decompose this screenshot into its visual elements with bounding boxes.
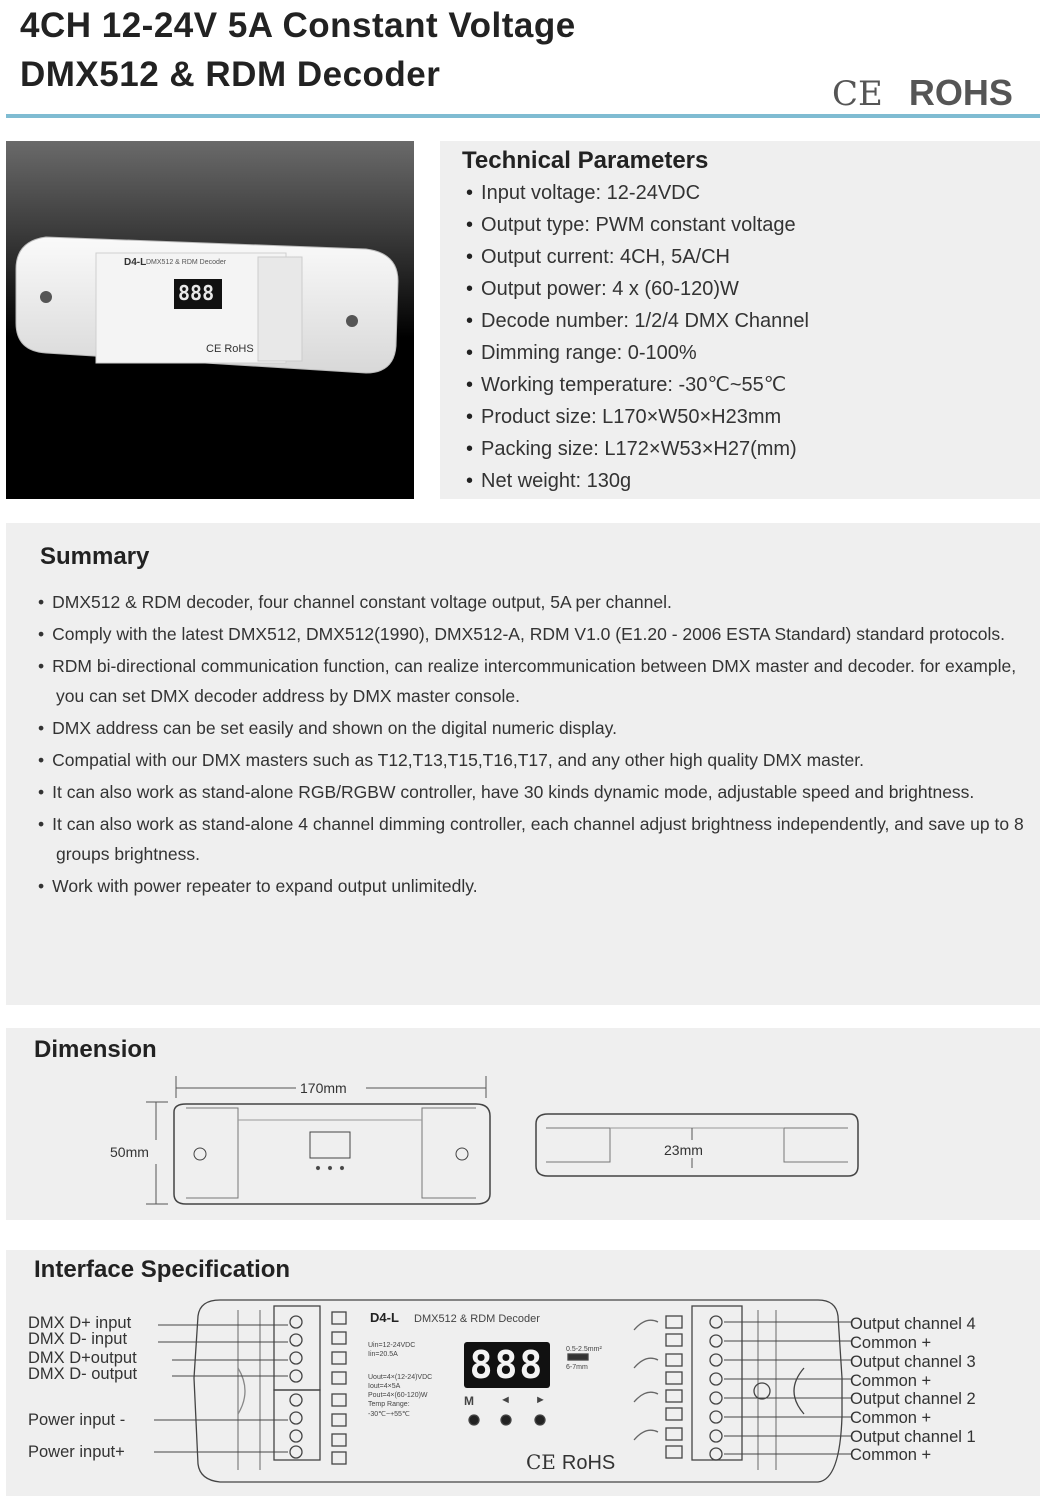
button-label-left: ◄ — [500, 1394, 511, 1406]
list-item: • Input voltage: 12-24VDC — [466, 177, 809, 209]
product-photo — [6, 141, 414, 499]
label-dmx-d-minus-input: DMX D- input — [28, 1330, 128, 1348]
label-output-channel-1: Output channel 1 — [850, 1428, 976, 1446]
spec-line: Temp Range: — [368, 1401, 410, 1408]
list-item: • Output current: 4CH, 5A/CH — [466, 241, 809, 273]
list-item: • Work with power repeater to expand output unlimitedly. — [38, 871, 1028, 901]
ce-mark: CE — [832, 74, 883, 114]
list-item: • DMX512 & RDM decoder, four channel constant voltage output, 5A per channel. — [38, 587, 1028, 617]
button-label-right: ► — [535, 1394, 546, 1406]
button-label-m: M — [464, 1394, 474, 1408]
spec-line: -30℃~+55℃ — [368, 1411, 410, 1418]
list-item: • Working temperature: -30℃~55℃ — [466, 369, 809, 401]
dimension-drawing — [6, 1028, 1040, 1220]
interface-cert — [526, 1450, 615, 1475]
spec-line: Uin=12-24VDC — [368, 1342, 416, 1349]
list-item: • DMX address can be set easily and shown on the digital numeric display. — [38, 713, 1028, 743]
interface-model: D4-L — [370, 1310, 399, 1325]
summary-list — [38, 587, 1028, 903]
label-dmx-d-plus-input: DMX D+ input — [28, 1314, 132, 1332]
list-item: • Packing size: L172×W53×H27(mm) — [466, 433, 809, 465]
list-item: • It can also work as stand-alone RGB/RGBW controller, have 30 kinds dynamic mode, adjustable speed and brightness. — [38, 777, 1028, 807]
label-output-channel-4: Output channel 4 — [850, 1315, 976, 1333]
list-item: • Comply with the latest DMX512, DMX512(1990), DMX512-A, RDM V1.0 (E1.20 - 2006 ESTA Standard) standard protocols. — [38, 619, 1028, 649]
list-item: • Output type: PWM constant voltage — [466, 209, 809, 241]
list-item: • It can also work as stand-alone 4 channel dimming controller, each channel adjust brightness independently, and save up to 8 groups brightness. — [38, 809, 1028, 869]
label-common-plus-1: Common + — [850, 1446, 932, 1464]
page-title-line1: 4CH 12-24V 5A Constant Voltage — [20, 6, 576, 45]
photo-display: 888 — [178, 281, 215, 305]
label-output-channel-2: Output channel 2 — [850, 1390, 976, 1408]
label-power-input-minus: Power input - — [28, 1411, 126, 1429]
spec-line: Iin=20.5A — [368, 1351, 398, 1358]
certification-marks — [832, 72, 1013, 114]
label-output-channel-3: Output channel 3 — [850, 1353, 976, 1371]
list-item: • Dimming range: 0-100% — [466, 337, 809, 369]
label-power-input-plus: Power input+ — [28, 1443, 125, 1461]
photo-ce: CE — [206, 343, 222, 355]
spec-line: Pout=4×(60-120)W — [368, 1392, 428, 1399]
label-common-plus-2: Common + — [850, 1409, 932, 1427]
tech-list — [466, 177, 809, 497]
rohs-mark: RoHS — [561, 1452, 616, 1474]
label-common-plus-3: Common + — [850, 1372, 932, 1390]
technical-parameters-panel — [440, 141, 1040, 499]
interface-product-name: DMX512 & RDM Decoder — [414, 1313, 540, 1325]
label-common-plus-4: Common + — [850, 1334, 932, 1352]
interface-specification-panel — [6, 1250, 1040, 1496]
tech-title: Technical Parameters — [462, 147, 709, 174]
spec-line: Uout=4×(12-24)VDC — [368, 1374, 433, 1381]
photo-cert — [206, 343, 254, 355]
list-item: • Compatial with our DMX masters such as T12,T13,T15,T16,T17, and any other high quality DMX master. — [38, 745, 1028, 775]
header-divider — [6, 114, 1040, 118]
summary-title: Summary — [40, 543, 150, 570]
dimension-height: 23mm — [664, 1142, 703, 1158]
dimension-title: Dimension — [34, 1036, 157, 1063]
dimension-length: 170mm — [300, 1080, 347, 1096]
label-dmx-d-minus-output: DMX D- output — [28, 1365, 138, 1383]
list-item: • Decode number: 1/2/4 DMX Channel — [466, 305, 809, 337]
summary-panel — [6, 523, 1040, 1005]
photo-rohs: RoHS — [224, 343, 254, 355]
page-title-line2: DMX512 & RDM Decoder — [20, 55, 441, 94]
interface-title: Interface Specification — [34, 1256, 291, 1283]
photo-model-label: D4-L — [124, 257, 147, 268]
list-item: • Net weight: 130g — [466, 465, 809, 497]
dimension-panel — [6, 1028, 1040, 1220]
digital-display: 888 — [464, 1342, 550, 1388]
photo-product-name: DMX512 & RDM Decoder — [146, 259, 227, 266]
wire-spec: 0.5-2.5mm² — [566, 1346, 602, 1353]
strip-spec: 6-7mm — [566, 1364, 588, 1371]
spec-line: Iout=4×5A — [368, 1383, 401, 1390]
label-dmx-d-plus-output: DMX D+output — [28, 1349, 137, 1367]
header — [0, 0, 1045, 120]
list-item: • Product size: L170×W50×H23mm — [466, 401, 809, 433]
dimension-width: 50mm — [110, 1144, 149, 1160]
list-item: • RDM bi-directional communication function, can realize intercommunication between DMX master and decoder. for example, you can set DMX decoder address by DMX master console. — [38, 651, 1028, 711]
ce-mark: CE — [526, 1450, 556, 1474]
device-illustration — [6, 141, 414, 499]
rohs-mark: ROHS — [908, 72, 1013, 113]
list-item: • Output power: 4 x (60-120)W — [466, 273, 809, 305]
